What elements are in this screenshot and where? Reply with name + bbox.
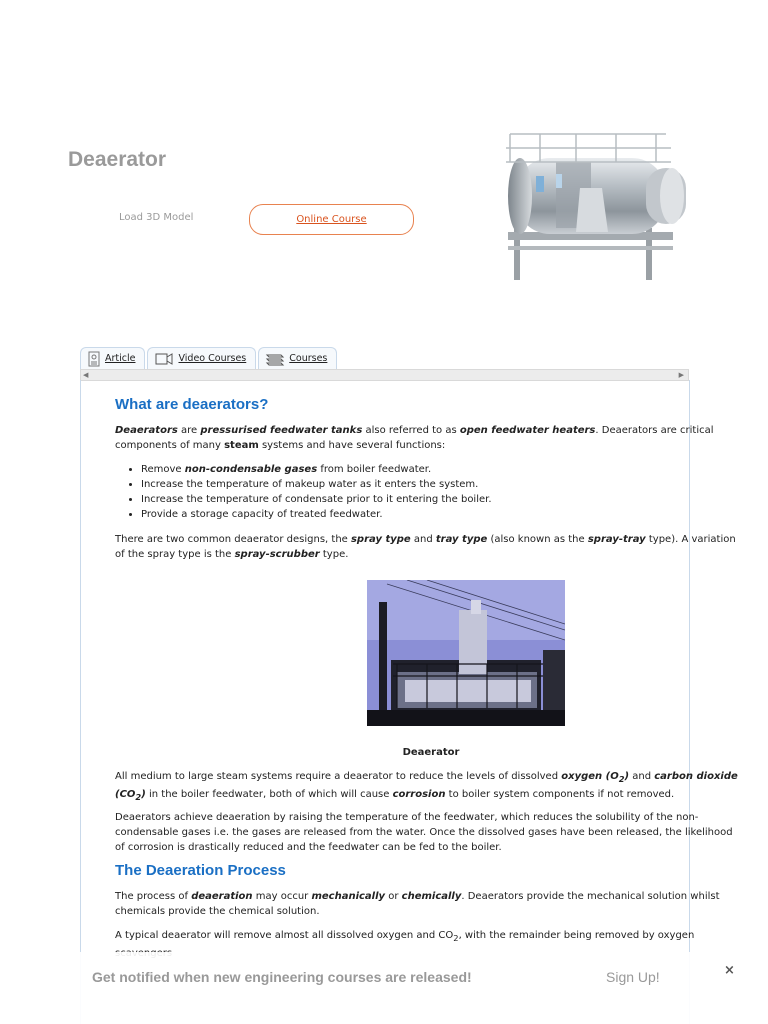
figure-caption: Deaerator <box>402 747 460 758</box>
paragraph: A typical deaerator will remove almost all dissolved oxygen and $CO_2$, with the remainder being removed by oxygen <box>115 930 695 943</box>
paragraph: Deaerators achieve deaeration by raising the temperature of the feedwater, which reduces the solubility of the non-condensable gases i.e. the gases are released from the water. Once the dissolved gases have been released, the likelihood of corrosion is drastically reduced and the feedwater can be fed to the boiler. <box>115 812 733 853</box>
books-icon <box>265 352 285 366</box>
tab-article-label: Article <box>105 353 136 364</box>
notification-message: Get notified when new engineering courses are released! <box>92 969 472 985</box>
signup-link[interactable]: Sign Up! <box>606 969 660 985</box>
tab-courses-label: Courses <box>289 353 328 364</box>
tab-article[interactable] <box>80 347 145 369</box>
section-heading: What are deaerators? <box>115 396 269 413</box>
list-item: • Provide a storage capacity of treated feedwater. <box>141 507 741 522</box>
section-heading: The Deaeration Process <box>115 862 286 879</box>
paragraph: All medium to large steam systems require a deaerator to reduce the levels of dissolved oxygen $(O_2)$ and carbon dioxide $(CO_2)$ in the boiler feedwater, both of which will cause corrosion to boiler system components if not removed. <box>115 771 738 802</box>
tab-video-courses[interactable] <box>147 347 256 369</box>
list-item: • Increase the temperature of makeup water as it enters the system. <box>141 477 741 492</box>
page-title: Deaerator <box>68 148 167 171</box>
content-tabs <box>80 347 337 369</box>
load-3d-model-link[interactable]: Load 3D Model <box>119 212 194 223</box>
article-panel <box>80 380 738 1024</box>
tab-courses[interactable] <box>258 347 337 369</box>
video-camera-icon <box>154 352 174 366</box>
paragraph: Deaerators are pressurised feedwater tanks also referred to as open feedwater heaters. Deaerators are critical components of many steam systems and have several functions: <box>115 425 714 451</box>
deaerator-photo <box>367 580 565 726</box>
notification-bar <box>0 952 768 1024</box>
list-item: • Remove non-condensable gases from boiler feedwater. <box>141 462 741 477</box>
deaerator-3d-image <box>496 128 689 280</box>
scroll-right-icon[interactable]: ▶ <box>678 371 684 379</box>
online-course-button[interactable]: Online Course <box>249 204 414 235</box>
scroll-left-icon[interactable]: ◀ <box>83 371 89 379</box>
paragraph: There are two common deaerator designs, the spray type and tray type (also known as the spray-tray type). A variation of the spray type is the spray-scrubber type. <box>115 534 736 560</box>
tab-video-courses-label: Video Courses <box>178 353 247 364</box>
close-icon[interactable]: × <box>724 963 735 978</box>
paragraph: The process of deaeration may occur mechanically or chemically. Deaerators provide the mechanical solution whilst chemicals provide the chemical solution. <box>115 891 720 917</box>
article-icon <box>87 351 101 367</box>
list-item: • Increase the temperature of condensate prior to it entering the boiler. <box>141 492 741 507</box>
functions-list <box>115 462 741 522</box>
